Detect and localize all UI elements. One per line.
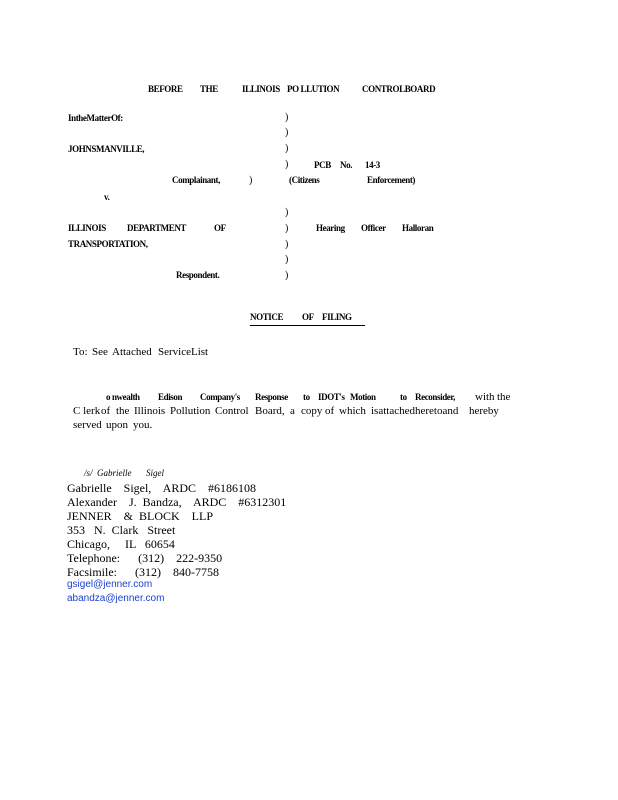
respondent-name-2: TRANSPORTATION, <box>68 239 148 249</box>
caption-paren: ) <box>285 112 289 123</box>
email-link[interactable]: gsigel@jenner.com <box>67 579 153 590</box>
body-word: with <box>475 391 495 403</box>
to-word: ServiceList <box>158 346 209 358</box>
signature-line: JENNER & BLOCK LLP <box>67 509 214 523</box>
caption-paren: ) <box>285 270 289 281</box>
signature-line: 353 N. Clark Street <box>67 523 176 537</box>
signature-line: Gabrielle Sigel, ARDC #6186108 <box>67 481 256 495</box>
signature-first-name: Gabrielle <box>97 468 132 478</box>
signature-mark: /s/ <box>84 468 93 478</box>
hearing-officer-word: Officer <box>361 223 386 233</box>
caption-paren: ) <box>285 239 289 250</box>
body-word: Response <box>255 392 288 402</box>
caption-paren: ) <box>249 175 253 186</box>
in-the-matter-of: IntheMatterOf: <box>68 113 123 123</box>
notice-title-word: OF <box>302 312 314 322</box>
body-word: the <box>497 391 511 403</box>
signature-line: Alexander J. Bandza, ARDC #6312301 <box>67 495 287 509</box>
body-word: Control <box>215 405 249 417</box>
heading-word: BEFORE <box>148 84 183 94</box>
complainant-label: Complainant, <box>172 175 220 185</box>
body-word: of <box>101 405 111 417</box>
body-word: Company's <box>200 392 240 402</box>
caption-paren: ) <box>285 159 289 170</box>
hearing-officer-word: Hearing <box>316 223 345 233</box>
body-word: you. <box>133 419 153 431</box>
heading-word: THE <box>200 84 218 94</box>
body-word: to <box>303 392 310 402</box>
signature-line: Telephone: (312) 222-9350 <box>67 551 223 565</box>
body-word: which <box>339 405 366 417</box>
email-link[interactable]: abandza@jenner.com <box>67 593 165 604</box>
case-type-word: Enforcement) <box>367 175 416 185</box>
caption-paren: ) <box>285 143 289 154</box>
signature-line: Chicago, IL 60654 <box>67 537 175 551</box>
signature-last-name: Sigel <box>146 468 164 478</box>
body-word: o nwealth <box>106 392 140 402</box>
caption-paren: ) <box>285 223 289 234</box>
case-number-word: PCB <box>314 160 331 170</box>
respondent-name-word: DEPARTMENT <box>127 223 187 233</box>
hearing-officer-word: Halloran <box>402 223 434 233</box>
signature-line: Facsimile: (312) 840-7758 <box>67 565 219 579</box>
body-word: upon <box>106 419 128 431</box>
to-word: To: <box>73 346 88 358</box>
respondent-name-word: ILLINOIS <box>68 223 106 233</box>
body-word: copy <box>301 405 323 417</box>
respondent-label: Respondent. <box>176 270 220 280</box>
body-word: the <box>116 405 130 417</box>
body-word: Illinois <box>134 405 166 417</box>
caption-paren: ) <box>285 254 289 265</box>
heading-word: PO LLUTION <box>287 84 340 94</box>
body-word: of <box>325 405 335 417</box>
body-word: Reconsider, <box>415 392 456 402</box>
caption-paren: ) <box>285 207 289 218</box>
caption-paren: ) <box>285 127 289 138</box>
body-word: IDOT's <box>318 392 345 402</box>
body-word: Pollution <box>170 405 211 417</box>
body-word: a <box>290 405 295 417</box>
versus: v. <box>104 192 110 202</box>
case-number-word: No. <box>340 160 353 170</box>
body-word: Motion <box>350 392 376 402</box>
body-word: C lerk <box>73 405 101 417</box>
to-word: Attached <box>112 346 152 358</box>
body-word: Board, <box>255 405 285 417</box>
body-word: served <box>73 419 102 431</box>
heading-word: ILLINOIS <box>242 84 280 94</box>
respondent-name-word: OF <box>214 223 226 233</box>
to-word: See <box>92 346 108 358</box>
case-number-word: 14-3 <box>365 160 380 170</box>
heading-word: CONTROLBOARD <box>362 84 436 94</box>
complainant-name: JOHNSMANVILLE, <box>68 144 145 154</box>
body-word: to <box>400 392 407 402</box>
case-type-word: (Citizens <box>289 175 320 185</box>
notice-title-word: NOTICE <box>250 312 284 322</box>
body-word: isattachedheretoand <box>371 405 459 417</box>
body-word: Edison <box>158 392 183 402</box>
body-word: hereby <box>469 405 499 417</box>
notice-title <box>250 313 365 326</box>
notice-title-word: FILING <box>322 312 352 322</box>
